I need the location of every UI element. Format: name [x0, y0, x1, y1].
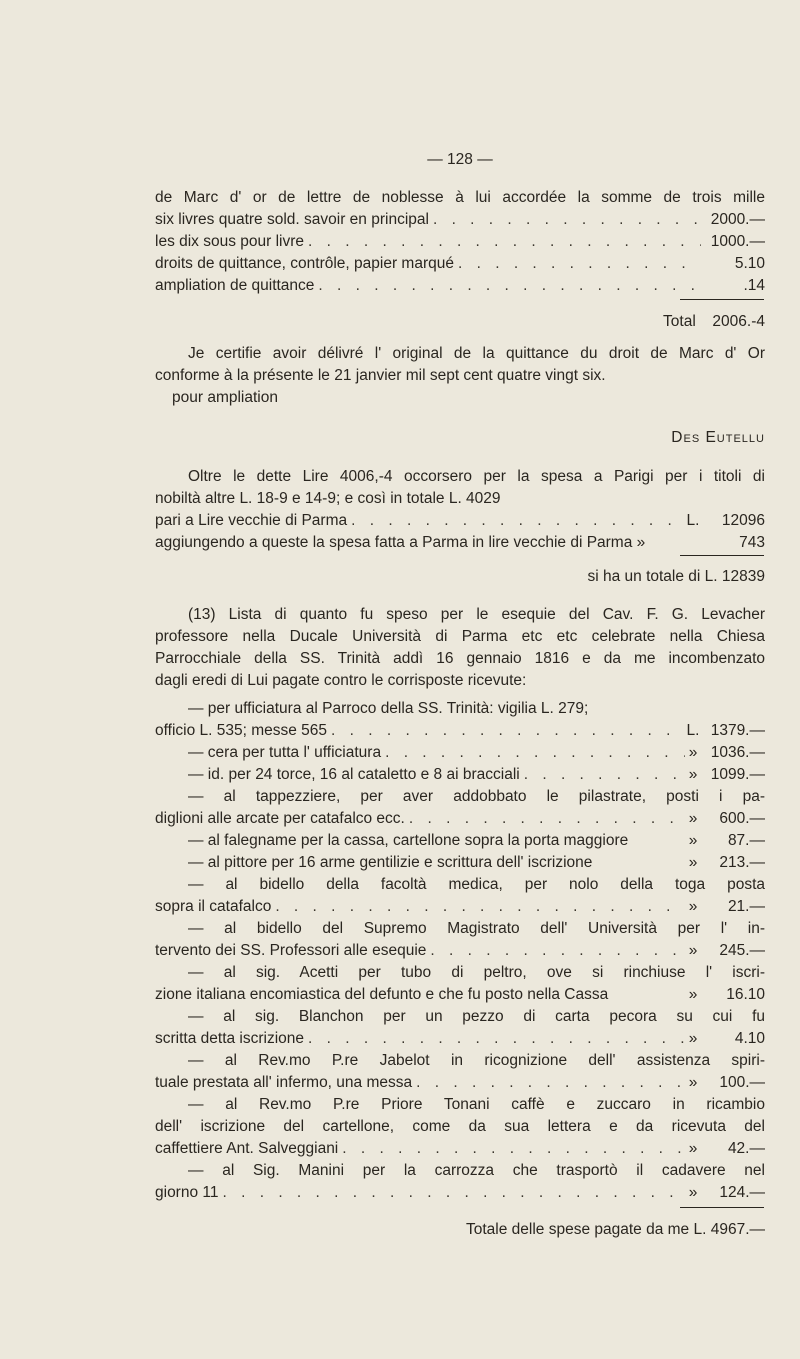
- row-amount: 2000.—: [710, 211, 765, 228]
- item-12-line-a: — al Rev.mo P.re Priore Tonani caffè e zuccaro in ricambio: [188, 1096, 765, 1113]
- row-text: pari a Lire vecchie di Parma: [155, 512, 348, 529]
- row-currency: »: [688, 832, 698, 849]
- dot-leader: [314, 276, 701, 296]
- item-7: [155, 897, 765, 917]
- row-amount: 1036.—: [710, 744, 765, 761]
- marc-row-sous: [155, 232, 765, 252]
- row-amount: 42.—: [727, 1140, 765, 1157]
- sum-rule: [680, 299, 764, 300]
- dot-leader: [454, 254, 701, 274]
- row-text: zione italiana encomiastica del defunto e che fu posto nella Cassa: [155, 986, 609, 1003]
- row-currency: »: [688, 1074, 698, 1091]
- row-currency: »: [688, 1030, 698, 1047]
- dot-leader: [405, 809, 685, 829]
- certificate-line-2: conforme à la présente le 21 janvier mil sept cent quatre vingt six.: [155, 367, 606, 384]
- note-line-4: dagli eredi di Lui pagate contro le corrisposte ricevute:: [155, 672, 527, 689]
- marc-total: [155, 312, 765, 332]
- certificate-line-3: pour ampliation: [172, 389, 278, 406]
- item-10-line-a: — al sig. Blanchon per un pezzo di carta pecora su cui fu: [188, 1008, 765, 1025]
- row-text: — al falegname per la cassa, cartellone sopra la porta maggiore: [188, 832, 629, 849]
- sum-rule: [680, 1207, 764, 1208]
- total-label: Total: [663, 313, 696, 330]
- item-7-line-a: — al bidello della facoltà medica, per nolo della toga posta: [188, 876, 765, 893]
- item-10: [155, 1029, 765, 1049]
- item-4-line-a: — al tappezziere, per aver addobbato le pilastrate, posti i pa-: [188, 788, 765, 805]
- item-6: [155, 853, 765, 873]
- dot-leader: [327, 721, 685, 741]
- row-currency: »: [688, 1140, 698, 1157]
- page-number: — 128 —: [427, 151, 493, 168]
- row-currency: »: [688, 986, 698, 1003]
- sum-rule: [680, 555, 764, 556]
- row-amount: 5.10: [734, 255, 765, 272]
- row-text: ampliation de quittance: [155, 277, 315, 294]
- row-amount: 743: [739, 534, 765, 551]
- row-text: — al pittore per 16 arme gentilizie e scrittura dell' iscrizione: [188, 854, 593, 871]
- row-text: les dix sous pour livre: [155, 233, 305, 250]
- total-value: 2006.-4: [712, 313, 765, 330]
- note-line-2: professore nella Ducale Università di Parma etc etc celebrate nella Chiesa: [155, 628, 765, 645]
- dot-leader: [218, 1183, 685, 1203]
- dot-leader: [429, 210, 701, 230]
- certificate-line-1: Je certifie avoir délivré l' original de la quittance du droit de Marc d' Or: [188, 345, 765, 362]
- item-2: [155, 743, 765, 763]
- marc-row-ampliation: [155, 276, 765, 296]
- row-text: scritta detta iscrizione: [155, 1030, 305, 1047]
- dot-leader: [304, 1029, 685, 1049]
- item-8: [155, 941, 765, 961]
- item-11-line-a: — al Rev.mo P.re Jabelot in ricognizione dell' assistenza spiri-: [188, 1052, 765, 1069]
- dot-leader: [304, 232, 701, 252]
- row-amount: 87.—: [727, 832, 765, 849]
- row-currency: »: [688, 1184, 698, 1201]
- item-5: [155, 831, 765, 851]
- item-4: [155, 809, 765, 829]
- row-currency: »: [688, 854, 698, 871]
- row-text: diglioni alle arcate per catafalco ecc.: [155, 810, 405, 827]
- dot-leader: [271, 897, 685, 917]
- row-text: sopra il catafalco: [155, 898, 272, 915]
- marc-row-droits: [155, 254, 765, 274]
- row-text: six livres quatre sold. savoir en principal: [155, 211, 429, 228]
- item-12-line-b: dell' iscrizione del cartellone, come da sua lettera e da ricevuta del: [155, 1118, 765, 1135]
- note-line-1: (13) Lista di quanto fu speso per le esequie del Cav. F. G. Levacher: [188, 606, 765, 623]
- row-currency: »: [688, 810, 698, 827]
- row-text: officio L. 535; messe 565: [155, 722, 328, 739]
- dot-leader: [347, 511, 685, 531]
- row-amount: 600.—: [719, 810, 765, 827]
- row-amount: 1379.—: [710, 722, 765, 739]
- row-amount: 1099.—: [710, 766, 765, 783]
- oltre-row-parma: [155, 511, 765, 531]
- row-amount: 12096: [721, 512, 765, 529]
- row-text: aggiungendo a queste la spesa fatta a Parma in lire vecchie di Parma »: [155, 534, 646, 551]
- expenses-total: Totale delle spese pagate da me L. 4967.—: [465, 1221, 765, 1238]
- row-text: droits de quittance, contrôle, papier marqué: [155, 255, 454, 272]
- item-1-line-a: — per ufficiatura al Parroco della SS. Trinità: vigilia L. 279;: [188, 700, 589, 717]
- row-text: — id. per 24 torce, 16 al cataletto e 8 ai bracciali: [188, 766, 520, 783]
- item-3: [155, 765, 765, 785]
- oltre-total: si ha un totale di L. 12839: [587, 568, 765, 585]
- row-text: caffettiere Ant. Salveggiani: [155, 1140, 339, 1157]
- item-13-line-a: — al Sig. Manini per la carrozza che trasportò il cadavere nel: [188, 1162, 765, 1179]
- signature: Des Eutellu: [671, 429, 765, 446]
- row-amount: .14: [743, 277, 765, 294]
- item-9: [155, 985, 765, 1005]
- row-currency: »: [688, 898, 698, 915]
- row-amount: 16.10: [726, 986, 765, 1003]
- item-12: [155, 1139, 765, 1159]
- row-text: — cera per tutta l' ufficiatura: [188, 744, 382, 761]
- row-amount: 21.—: [727, 898, 765, 915]
- item-13: [155, 1183, 765, 1203]
- row-amount: 100.—: [719, 1074, 765, 1091]
- row-text: giorno 11: [155, 1184, 219, 1201]
- dot-leader: [412, 1073, 685, 1093]
- dot-leader: [520, 765, 685, 785]
- dot-leader: [381, 743, 685, 763]
- oltre-row-aggiungendo: [155, 533, 765, 553]
- item-1: [155, 721, 765, 741]
- oltre-line-1: Oltre le dette Lire 4006,-4 occorsero per la spesa a Parigi per i titoli di: [188, 468, 765, 485]
- marc-row-principal: [155, 210, 765, 230]
- marc-intro: de Marc d' or de lettre de noblesse à lui accordée la somme de trois mille: [155, 189, 765, 206]
- row-currency: »: [688, 744, 698, 761]
- row-amount: 213.—: [719, 854, 765, 871]
- row-amount: 1000.—: [710, 233, 765, 250]
- dot-leader: [338, 1139, 685, 1159]
- row-currency: L.: [686, 512, 700, 529]
- row-currency: »: [688, 766, 698, 783]
- row-currency: L.: [686, 722, 700, 739]
- row-text: tuale prestata all' infermo, una messa: [155, 1074, 413, 1091]
- item-8-line-a: — al bidello del Supremo Magistrato dell' Università per l' in-: [188, 920, 765, 937]
- row-amount: 245.—: [719, 942, 765, 959]
- dot-leader: [426, 941, 685, 961]
- item-11: [155, 1073, 765, 1093]
- row-currency: »: [688, 942, 698, 959]
- row-amount: 124.—: [719, 1184, 765, 1201]
- row-amount: 4.10: [734, 1030, 765, 1047]
- item-9-line-a: — al sig. Acetti per tubo di peltro, ove si rinchiuse l' iscri-: [188, 964, 765, 981]
- row-text: tervento dei SS. Professori alle esequie: [155, 942, 427, 959]
- oltre-line-2: nobiltà altre L. 18-9 e 14-9; e così in totale L. 4029: [155, 490, 501, 507]
- note-line-3: Parrocchiale della SS. Trinità addì 16 gennaio 1816 e da me incombenzato: [155, 650, 765, 667]
